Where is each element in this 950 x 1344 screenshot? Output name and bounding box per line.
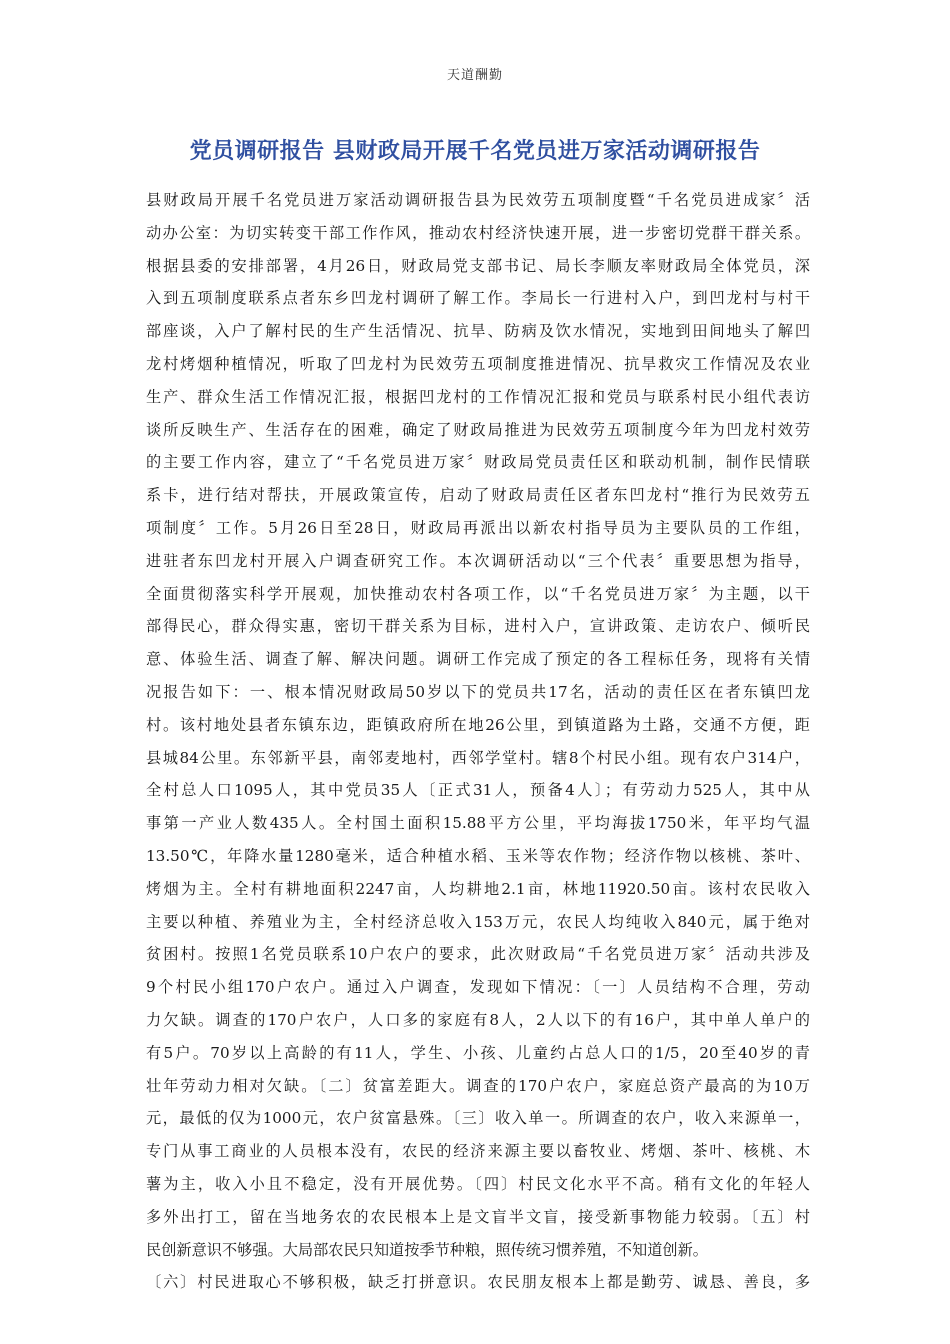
header-note: 天道酬勤: [446, 68, 503, 83]
body-line-29: 元，最低的仅为1000元，农户贫富悬殊。〔三〕收入单一。所调查的农户，收入来源单一，: [146, 1109, 810, 1128]
body-line-34: 〔六〕村民进取心不够积极，缺乏打拼意识。农民朋友根本上都是勤劳、诚恳、善良，多: [146, 1273, 810, 1292]
body-line-31: 薯为主，收入小且不稳定，没有开展优势。〔四〕村民文化水平不高。稍有文化的年轻人: [146, 1174, 810, 1193]
body-line-15: 意、体验生活、调查了解、解决问题。调研工作完成了预定的各工程标任务，现将有关情: [146, 650, 810, 669]
body-line-10: 系卡，进行结对帮扶，开展政策宣传，启动了财政局责任区者东凹龙村“推行为民效劳五: [146, 486, 810, 505]
body-line-25: 9个村民小组170户农户。通过入户调查，发现如下情况：〔一〕人员结构不合理，劳动: [146, 978, 810, 997]
body-line-5: 部座谈，入户了解村民的生产生活情况、抗旱、防病及饮水情况，实地到田间地头了解凹: [146, 322, 810, 341]
body-line-33: 民创新意识不够强。大局部农民只知道按季节种粮，照传统习惯养殖，不知道创新。: [146, 1240, 708, 1259]
body-line-14: 部得民心，群众得实惠，密切干群关系为目标，进村入户，宣讲政策、走访农户、倾听民: [146, 617, 810, 636]
body-line-20: 事第一产业人数435人。全村国土面积15.88平方公里，平均海拔1750米，年平均气温: [146, 814, 810, 833]
body-line-26: 力欠缺。调查的170户农户，人口多的家庭有8人，2人以下的有16户，其中单人单户的: [146, 1010, 810, 1029]
body-line-18: 县城84公里。东邻新平县，南邻麦地村，西邻学堂村。辖8个村民小组。现有农户314户，: [146, 748, 810, 767]
body-line-17: 村。该村地处县者东镇东边，距镇政府所在地26公里，到镇道路为土路，交通不方便，距: [146, 715, 810, 734]
body-line-9: 的主要工作内容，建立了“千名党员进万家〞财政局党员责任区和联动机制，制作民情联: [146, 453, 810, 472]
body-line-3: 根据县委的安排部署，4月26日，财政局党支部书记、局长李顺友率财政局全体党员，深: [146, 256, 810, 275]
body-line-12: 进驻者东凹龙村开展入户调查研究工作。本次调研活动以“三个代表〞重要思想为指导，: [146, 551, 810, 570]
body-line-32: 多外出打工，留在当地务农的农民根本上是文盲半文盲，接受新事物能力较弱。〔五〕村: [146, 1207, 810, 1226]
body-line-4: 入到五项制度联系点者东乡凹龙村调研了解工作。李局长一行进村入户，到凹龙村与村干: [146, 289, 810, 308]
body-line-6: 龙村烤烟种植情况，听取了凹龙村为民效劳五项制度推进情况、抗旱救灾工作情况及农业: [146, 354, 810, 373]
body-line-13: 全面贯彻落实科学开展观，加快推动农村各项工作，以“千名党员进万家〞为主题，以干: [146, 584, 810, 603]
document-title: 党员调研报告 县财政局开展千名党员进万家活动调研报告: [189, 139, 761, 164]
body-line-2: 动办公室：为切实转变干部工作作风，推动农村经济快速开展，进一步密切党群干群关系。: [146, 223, 810, 242]
body-line-19: 全村总人口1095人，其中党员35人〔正式31人，预备4人〕；有劳动力525人，其中从: [146, 781, 810, 800]
body-line-11: 项制度〞工作。5月26日至28日，财政局再派出以新农村指导员为主要队员的工作组，: [146, 518, 810, 537]
body-line-8: 谈所反映生产、生活存在的困难，确定了财政局推进为民效劳五项制度今年为凹龙村效劳: [146, 420, 810, 439]
body-line-27: 有5户。70岁以上高龄的有11人，学生、小孩、儿童约占总人口的1/5，20至40岁的青: [146, 1043, 810, 1062]
body-line-22: 烤烟为主。全村有耕地面积2247亩，人均耕地2.1亩，林地11920.50亩。该村农民收入: [146, 879, 810, 898]
body-line-1: 县财政局开展千名党员进万家活动调研报告县为民效劳五项制度暨“千名党员进成家〞活: [146, 191, 810, 209]
body-line-23: 主要以种植、养殖业为主，全村经济总收入153万元，农民人均纯收入840元，属于绝对: [146, 912, 810, 931]
document-body: [146, 184, 810, 1299]
body-line-21: 13.50℃，年降水量1280毫米，适合种植水稻、玉米等农作物；经济作物以核桃、茶叶、: [146, 846, 810, 865]
body-line-7: 生产、群众生活工作情况汇报，根据凹龙村的工作情况汇报和党员与联系村民小组代表访: [146, 387, 810, 406]
body-line-30: 专门从事工商业的人员根本没有，农民的经济来源主要以畜牧业、烤烟、茶叶、核桃、木: [146, 1142, 810, 1161]
body-line-24: 贫困村。按照1名党员联系10户农户的要求，此次财政局“千名党员进万家〞活动共涉及: [146, 945, 810, 964]
body-line-28: 壮年劳动力相对欠缺。〔二〕贫富差距大。调查的170户农户，家庭总资产最高的为10万: [146, 1076, 810, 1095]
body-line-16: 况报告如下：一、根本情况财政局50岁以下的党员共17名，活动的责任区在者东镇凹龙: [146, 682, 810, 701]
